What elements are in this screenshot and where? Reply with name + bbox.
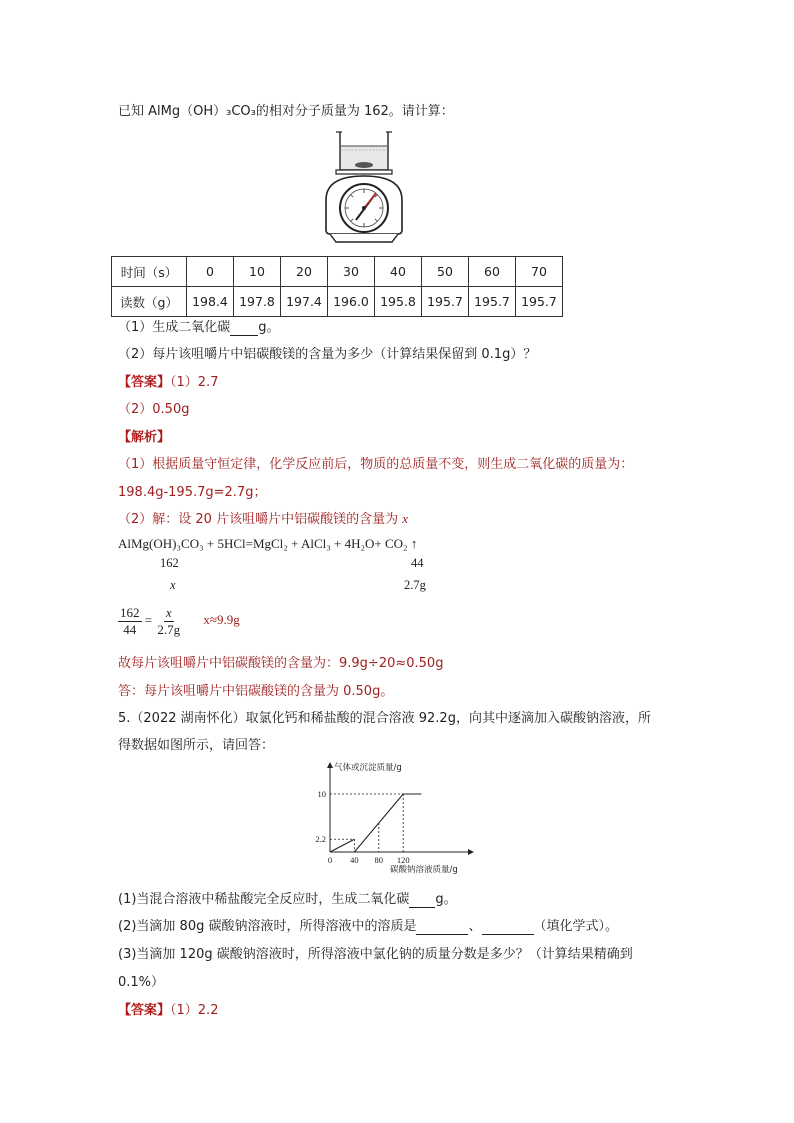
series-line-gas [330, 839, 354, 852]
fraction-numerator: 162 [120, 605, 140, 620]
problem-5-question-2 [118, 915, 618, 935]
series-line-precipitate [354, 794, 421, 852]
analysis-line-1: （1）根据质量守恒定律，化学反应前后，物质的总质量不变，则生成二氧化碳的质量为： [118, 457, 634, 472]
analysis-line-3 [118, 508, 408, 527]
chart [300, 758, 480, 878]
equation-mass-162: 162 [160, 556, 179, 570]
question-1-text: （1）生成二氧化碳 [118, 320, 231, 335]
y-axis-arrow [327, 762, 333, 768]
fraction-denominator: 2.7g [157, 622, 181, 637]
table-cell: 时间（s） [112, 257, 187, 287]
ratio-result: x≈9.9g [203, 612, 240, 628]
x-axis-label: 碳酸钠溶液质量/g [390, 865, 458, 875]
variable-x: x [402, 511, 408, 526]
analysis-line-3-text: （2）解：设 20 片该咀嚼片中铝碳酸镁的含量为 [118, 512, 403, 527]
problem-5-question-3-line-2: 0.1%） [118, 975, 165, 990]
beaker-scale-illustration [322, 126, 408, 244]
table-cell: 10 [234, 257, 281, 287]
y-tick-label: 10 [317, 789, 326, 799]
p5-answer-1: （1）2.2 [170, 1003, 219, 1018]
table-cell: 70 [516, 257, 563, 287]
reading-table [111, 256, 563, 317]
p5-q2-separator: 、 [468, 919, 482, 934]
question-2: （2）每片该咀嚼片中铝碳酸镁的含量为多少（计算结果保留到 0.1g）？ [118, 347, 537, 362]
table-cell: 195.7 [516, 287, 563, 317]
conclusion-line: 故每片该咀嚼片中铝碳酸镁的含量为：9.9g÷20≈0.50g [118, 656, 444, 671]
p5-q2-suffix: （填化学式）。 [533, 919, 619, 934]
analysis-label: 【解析】 [118, 430, 171, 445]
table-cell: 读数（g） [112, 287, 187, 317]
fraction-denominator: 44 [123, 622, 137, 637]
y-axis-label: 气体或沉淀质量/g [334, 763, 402, 773]
table-cell: 50 [422, 257, 469, 287]
equals-sign: = [144, 612, 153, 628]
equation-unknown-x: x [170, 578, 176, 592]
fraction-right [155, 605, 182, 638]
x-tick-label: 80 [374, 855, 384, 865]
table-cell: 30 [328, 257, 375, 287]
equation-mass-44: 44 [411, 556, 424, 570]
table-cell: 196.0 [328, 287, 375, 317]
fraction-numerator: x [165, 605, 172, 620]
answer-label: 【答案】 [118, 375, 171, 390]
answer-blank [482, 919, 534, 935]
x-tick-label: 40 [350, 855, 359, 865]
x-tick-label: 120 [396, 855, 410, 865]
problem-5-question-1 [118, 888, 457, 908]
equation-given-mass: 2.7g [404, 578, 426, 592]
ratio-equation [118, 605, 240, 638]
table-cell: 197.8 [234, 287, 281, 317]
final-answer-line: 答：每片该咀嚼片中铝碳酸镁的含量为 0.50g。 [118, 684, 394, 699]
fraction-left [118, 605, 142, 638]
p5-q2-text: (2)当滴加 80g 碳酸钠溶液时，所得溶液中的溶质是 [118, 919, 417, 934]
table-row-time [112, 257, 563, 287]
table-cell: 195.8 [375, 287, 422, 317]
table-cell: 197.4 [281, 287, 328, 317]
answer-line-1 [118, 371, 218, 390]
answer-blank [416, 919, 468, 935]
answer-blank [230, 320, 258, 336]
x-axis-arrow [468, 849, 474, 855]
answer-label: 【答案】 [118, 1003, 171, 1018]
table-cell: 0 [187, 257, 234, 287]
problem-5-answer [118, 999, 218, 1018]
p5-q1-text: (1)当混合溶液中稀盐酸完全反应时，生成二氧化碳 [118, 892, 410, 907]
x-tick-label: 0 [327, 855, 333, 865]
chemical-equation: AlMg(OH)₃CO₃ + 5HCl=MgCl₂ + AlCl₃ + 4H₂O+ CO₂ ↑ [118, 536, 418, 551]
answer-1: （1）2.7 [170, 375, 219, 390]
p5-q1-unit: g。 [435, 892, 457, 907]
table-cell: 20 [281, 257, 328, 287]
problem-5-question-3-line-1: (3)当滴加 120g 碳酸钠溶液时，所得溶液中氯化钠的质量分数是多少？（计算结果精确到 [118, 947, 633, 962]
problem-5-line-1: 5.（2022 湖南怀化）取氯化钙和稀盐酸的混合溶液 92.2g，向其中逐滴加入碳酸钠溶液，所 [118, 711, 651, 726]
answer-blank [409, 892, 435, 908]
table-cell: 198.4 [187, 287, 234, 317]
table-cell: 195.7 [469, 287, 516, 317]
table-cell: 195.7 [422, 287, 469, 317]
problem-5-line-2: 得数据如图所示，请回答： [118, 738, 275, 753]
analysis-line-2: 198.4g-195.7g=2.7g； [118, 485, 267, 500]
intro-line: 已知 AlMg（OH）₃CO₃的相对分子质量为 162。请计算： [118, 104, 454, 119]
table-cell: 40 [375, 257, 422, 287]
table-row-reading [112, 287, 563, 317]
answer-2: （2）0.50g [118, 402, 190, 417]
question-1 [118, 316, 280, 336]
y-tick-label: 2.2 [315, 834, 326, 845]
question-1-unit: g。 [258, 320, 280, 335]
table-cell: 60 [469, 257, 516, 287]
